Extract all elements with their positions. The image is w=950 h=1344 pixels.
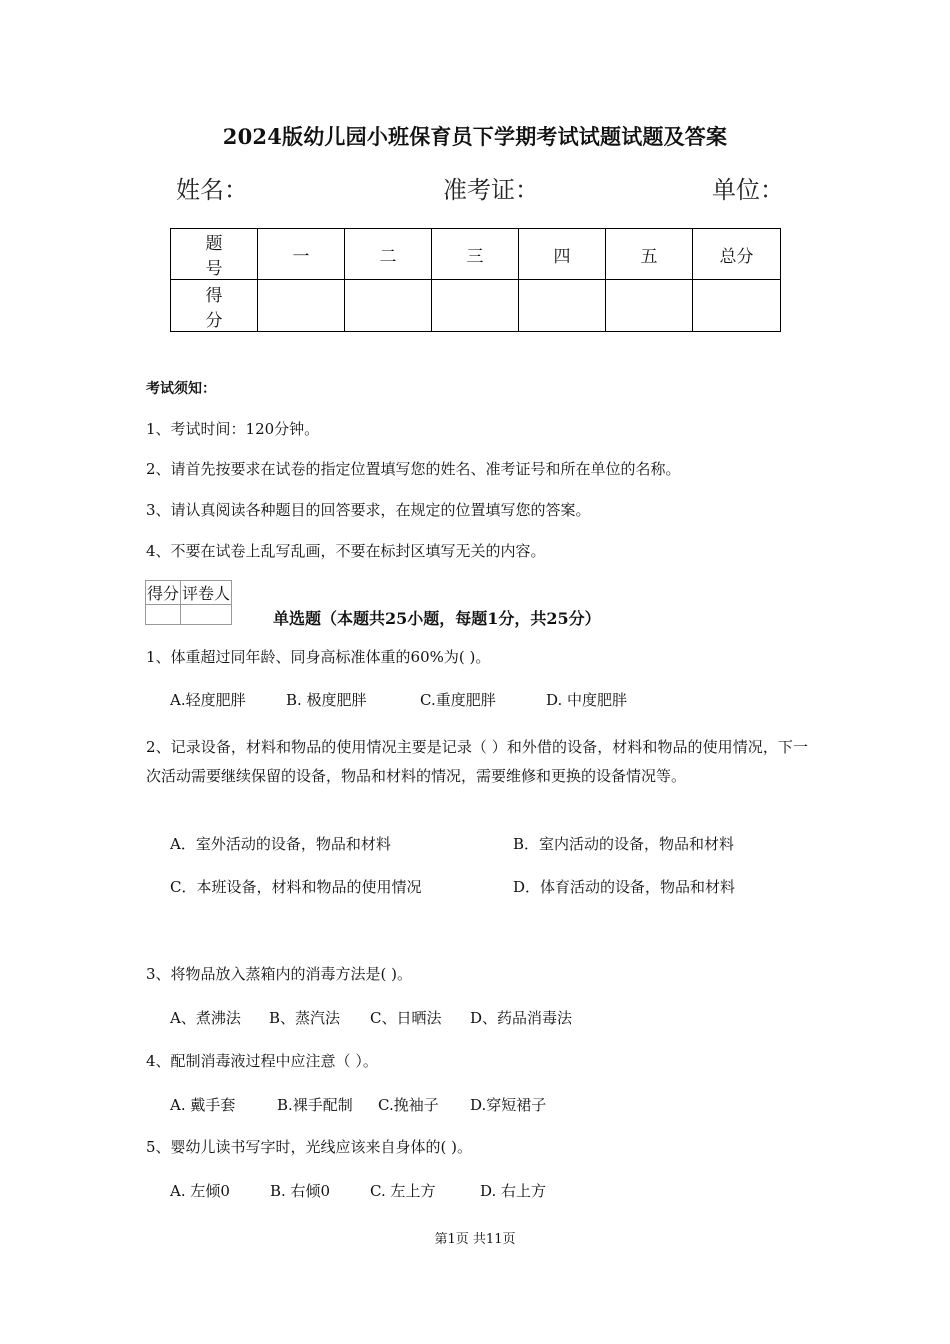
question-number-label: 题 号 [171,229,258,280]
notice-heading: 考试须知： [146,381,216,397]
question-option: B. 右倾0 [270,1182,331,1200]
grader-name-cell[interactable] [181,605,232,625]
score-row-label: 得 分 [171,280,258,332]
grader-score-cell[interactable] [146,605,181,625]
question-option: B、蒸汽法 [269,1009,341,1027]
score-cell[interactable] [258,280,345,332]
score-table-score-row [171,280,781,332]
question-option: D.穿短裙子 [470,1096,547,1114]
column-header-total: 总分 [693,229,781,280]
column-header: 三 [432,229,519,280]
question-option: D、药品消毒法 [470,1009,573,1027]
question-option: D. 右上方 [480,1182,547,1200]
question-stem: 4、配制消毒液过程中应注意（ ）。 [146,1052,378,1070]
question-option: C．本班设备，材料和物品的使用情况 [170,878,422,896]
question-option: D. 中度肥胖 [546,691,628,709]
column-header: 二 [345,229,432,280]
question-option: C. 左上方 [370,1182,436,1200]
exam-id-field-label: 准考证： [443,176,539,204]
document-title: 2024版幼儿园小班保育员下学期考试试题试题及答案 [222,124,728,149]
question-option: C、日晒法 [370,1009,442,1027]
question-stem: 3、将物品放入蒸箱内的消毒方法是( )。 [146,965,413,983]
page-footer: 第1页 共11页 [434,1232,516,1247]
notice-item: 1、考试时间：120分钟。 [146,420,320,438]
question-option: B.裸手配制 [277,1096,353,1114]
unit-field-label: 单位： [712,176,784,204]
question-option: A. 戴手套 [170,1096,236,1114]
column-header: 五 [606,229,693,280]
score-cell-total[interactable] [693,280,781,332]
score-cell[interactable] [519,280,606,332]
question-option: A、煮沸法 [170,1009,241,1027]
section-heading: 单选题（本题共25小题，每题1分，共25分） [273,609,601,628]
question-option: D．体育活动的设备，物品和材料 [513,878,736,896]
question-option: B. 极度肥胖 [286,691,367,709]
question-option: A．室外活动的设备，物品和材料 [170,835,391,853]
score-cell[interactable] [432,280,519,332]
question-option: A.轻度肥胖 [170,691,246,709]
question-stem: 5、婴幼儿读书写字时，光线应该来自身体的( )。 [146,1138,473,1156]
notice-item: 4、不要在试卷上乱写乱画，不要在标封区填写无关的内容。 [146,542,546,560]
column-header: 四 [519,229,606,280]
question-option: B．室内活动的设备，物品和材料 [513,835,735,853]
question-option: C.挽袖子 [378,1096,439,1114]
notice-item: 2、请首先按要求在试卷的指定位置填写您的姓名、准考证号和所在单位的名称。 [146,460,681,478]
grader-name-label: 评卷人 [181,581,232,605]
question-stem: 1、体重超过同年龄、同身高标准体重的60%为( )。 [146,648,491,666]
score-cell[interactable] [606,280,693,332]
question-stem: 2、记录设备，材料和物品的使用情况主要是记录（ ）和外借的设备，材料和物品的使用情况，下一次活动需要继续保留的设备，物品和材料的情况，需要维修和更换的设备情况等。 [146,738,808,785]
score-cell[interactable] [345,280,432,332]
name-field-label: 姓名： [176,176,248,204]
grader-score-label: 得分 [146,581,181,605]
question-option: A. 左倾0 [170,1182,230,1200]
score-table-header-row [171,229,781,280]
notice-item: 3、请认真阅读各种题目的回答要求，在规定的位置填写您的答案。 [146,501,591,519]
grader-box [145,580,232,625]
question-option: C.重度肥胖 [420,691,496,709]
score-table [170,228,781,332]
column-header: 一 [258,229,345,280]
